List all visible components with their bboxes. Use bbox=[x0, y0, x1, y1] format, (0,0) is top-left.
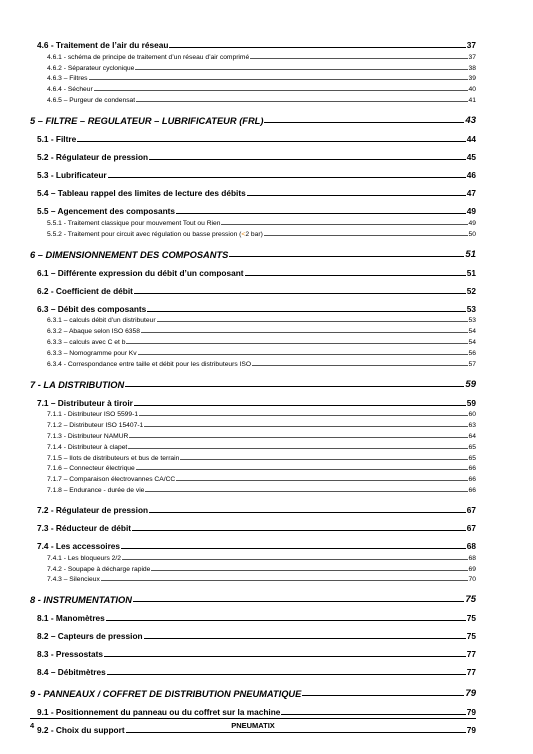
toc-leader-line bbox=[107, 674, 466, 675]
toc-section-entry[interactable] bbox=[30, 539, 476, 551]
toc-chapter-entry[interactable] bbox=[30, 111, 476, 126]
toc-leader-line bbox=[134, 293, 466, 294]
toc-chapter-entry[interactable] bbox=[30, 590, 476, 605]
toc-subsection-entry[interactable] bbox=[30, 72, 476, 83]
toc-leader-line bbox=[94, 90, 468, 91]
toc-page-number: 77 bbox=[466, 667, 476, 678]
toc-subsection-entry[interactable] bbox=[30, 551, 476, 562]
toc-leader-line bbox=[121, 548, 466, 549]
toc-leader-line bbox=[135, 69, 467, 70]
toc-section-entry[interactable] bbox=[30, 647, 476, 659]
toc-leader-line bbox=[126, 343, 467, 344]
toc-leader-line bbox=[245, 275, 466, 276]
toc-leader-line bbox=[101, 580, 468, 581]
toc-entry-title: 7.4.3 – Silencieux bbox=[47, 576, 100, 584]
toc-page-number: 79 bbox=[466, 725, 476, 736]
toc-page-number: 44 bbox=[466, 133, 476, 144]
toc-entry-title: 5.3 - Lubrificateur bbox=[37, 169, 107, 180]
toc-chapter-entry[interactable] bbox=[30, 684, 476, 699]
toc-leader-line bbox=[104, 656, 466, 657]
toc-leader-line bbox=[221, 224, 467, 225]
toc-leader-line bbox=[281, 714, 465, 715]
page-footer bbox=[30, 721, 476, 736]
toc-leader-line bbox=[132, 530, 466, 531]
toc-entry-title: 8.1 - Manomètres bbox=[37, 613, 105, 624]
toc-section-entry[interactable] bbox=[30, 38, 476, 50]
toc-entry-title: 7 - LA DISTRIBUTION bbox=[30, 379, 125, 390]
toc-leader-line bbox=[122, 559, 468, 560]
toc-entry-title: 5.4 – Tableau rappel des limites de lecture des débits bbox=[37, 187, 246, 198]
toc-subsection-entry[interactable] bbox=[30, 324, 476, 335]
toc-entry-title: 7.4 - Les accessoires bbox=[37, 540, 121, 551]
toc-chapter-entry[interactable] bbox=[30, 375, 476, 390]
toc-leader-line bbox=[134, 405, 466, 406]
toc-entry-title: 5.2 - Régulateur de pression bbox=[37, 151, 149, 162]
toc-page-number: 51 bbox=[465, 248, 476, 260]
toc-entry-title: 4.6.2 - Séparateur cyclonique bbox=[47, 64, 135, 72]
toc-entry-title: 7.1.8 – Endurance - durée de vie bbox=[47, 486, 145, 494]
toc-leader-line bbox=[144, 638, 466, 639]
toc-page-number: 67 bbox=[466, 504, 476, 515]
toc-entry-title: 7.3 - Réducteur de débit bbox=[37, 522, 132, 533]
footer-brand: PNEUMATIX bbox=[231, 721, 275, 730]
toc-page-number: 64 bbox=[468, 432, 476, 440]
toc-page-number: 40 bbox=[468, 86, 476, 94]
toc-page-number: 37 bbox=[466, 40, 476, 50]
toc-leader-line bbox=[149, 512, 466, 513]
toc-subsection-entry[interactable] bbox=[30, 216, 476, 227]
toc-subsection-entry[interactable] bbox=[30, 50, 476, 61]
footer-divider bbox=[30, 718, 476, 719]
toc-page-number: 51 bbox=[466, 267, 476, 278]
toc-entry-title: 4.6.5 – Purgeur de condensat bbox=[47, 96, 136, 104]
toc-section-entry[interactable] bbox=[30, 629, 476, 641]
toc-subsection-entry[interactable] bbox=[30, 408, 476, 419]
toc-entry-title: 5.5.1 - Traitement classique pour mouvement Tout ou Rien bbox=[47, 219, 221, 227]
toc-page-number: 56 bbox=[468, 349, 476, 357]
toc-section-entry[interactable] bbox=[30, 132, 476, 144]
toc-entry-title: 9 - PANNEAUX / COFFRET DE DISTRIBUTION PNEUMATIQUE bbox=[30, 689, 302, 700]
toc-page-number: 65 bbox=[468, 454, 476, 462]
toc-leader-line bbox=[264, 235, 468, 236]
toc-page-number: 67 bbox=[466, 522, 476, 533]
toc-entry-title: 6.3.1 – calculs débit d’un distributeur bbox=[47, 317, 156, 325]
toc-entry-title: 4.6.3 – Filtres bbox=[47, 75, 88, 83]
toc-section-entry[interactable] bbox=[30, 665, 476, 677]
toc-section-entry[interactable] bbox=[30, 168, 476, 180]
toc-page-number: 63 bbox=[468, 422, 476, 430]
toc-leader-line bbox=[229, 256, 464, 257]
toc-leader-line bbox=[250, 58, 467, 59]
toc-page-number: 68 bbox=[468, 554, 476, 562]
toc-section-entry[interactable] bbox=[30, 705, 476, 717]
toc-page-number: 41 bbox=[468, 96, 476, 104]
toc-entry-title: 6.3.2 – Abaque selon ISO 6358 bbox=[47, 328, 140, 336]
toc-page-number: 38 bbox=[468, 64, 476, 72]
toc-leader-line bbox=[106, 620, 466, 621]
toc-entry-title: 5.5.2 - Traitement pour circuit avec régulation ou basse pression ( bbox=[47, 230, 242, 238]
toc-page-number: 75 bbox=[465, 594, 476, 606]
toc-entry-title: 4.6.1 - schéma de principe de traitement d’un réseau d’air comprimé bbox=[47, 53, 250, 61]
toc-page-number: 66 bbox=[468, 486, 476, 494]
toc-page-number: 53 bbox=[468, 317, 476, 325]
toc-page-number: 79 bbox=[466, 707, 476, 718]
toc-entry-title: 9.2 - Choix du support bbox=[37, 725, 125, 736]
toc-section-entry[interactable] bbox=[30, 266, 476, 278]
toc-entry-title: 5.5 – Agencement des composants bbox=[37, 205, 176, 216]
toc-leader-line bbox=[147, 311, 465, 312]
toc-leader-line bbox=[176, 480, 467, 481]
toc-subsection-entry[interactable] bbox=[30, 335, 476, 346]
toc-page-number: 43 bbox=[465, 114, 476, 126]
toc-leader-line bbox=[252, 365, 467, 366]
toc-entry-title: 6.3.3 – Nomogramme pour Kv bbox=[47, 349, 137, 357]
toc-entry-title: 7.1.6 – Connecteur électrique bbox=[47, 465, 135, 473]
toc-leader-line bbox=[169, 47, 465, 48]
toc-subsection-entry[interactable] bbox=[30, 418, 476, 429]
toc-entry-title: 7.1.5 – Ilots de distributeurs et bus de terrain bbox=[47, 454, 180, 462]
toc-entry-title: 5 – FILTRE – REGULATEUR – LUBRIFICATEUR (FRL) bbox=[30, 115, 264, 126]
toc-page-number: 54 bbox=[468, 328, 476, 336]
toc-page-number: 77 bbox=[466, 649, 476, 660]
toc-leader-line bbox=[129, 437, 467, 438]
toc-leader-line bbox=[138, 354, 468, 355]
toc-leader-line bbox=[89, 79, 468, 80]
toc-page-number: 53 bbox=[466, 303, 476, 314]
toc-page-number: 65 bbox=[468, 443, 476, 451]
toc-page-number: 75 bbox=[466, 631, 476, 642]
toc-page-number: 49 bbox=[468, 219, 476, 227]
toc-entry-title: 5.1 - Filtre bbox=[37, 133, 77, 144]
toc-entry-title: 9.1 - Positionnement du panneau ou du coffret sur la machine bbox=[37, 707, 281, 718]
toc-subsection-entry[interactable] bbox=[30, 429, 476, 440]
toc-section-entry[interactable] bbox=[30, 302, 476, 314]
toc-leader-line bbox=[264, 122, 464, 123]
toc-entry-title: 6.3.4 - Correspondance entre taille et débit pour les distributeurs ISO bbox=[47, 360, 252, 368]
toc-entry-title: 7.1.7 – Comparaison électrovannes CA/CC bbox=[47, 476, 176, 484]
toc-page-number: 49 bbox=[466, 205, 476, 216]
toc-entry-title: 4.6 - Traitement de l’air du réseau bbox=[37, 40, 169, 50]
toc-leader-line bbox=[139, 415, 467, 416]
toc-leader-line bbox=[302, 695, 464, 696]
toc-subsection-entry[interactable] bbox=[30, 61, 476, 72]
toc-leader-line bbox=[176, 213, 466, 214]
toc-page-number: 59 bbox=[465, 378, 476, 390]
toc-leader-line bbox=[247, 195, 466, 196]
toc-leader-line bbox=[136, 101, 467, 102]
page-number: 4 bbox=[30, 721, 35, 730]
toc-entry-title: 6.3.3 – calculs avec C et b bbox=[47, 338, 126, 346]
toc-entry-title: 6 – DIMENSIONNEMENT DES COMPOSANTS bbox=[30, 249, 229, 260]
toc-subsection-entry[interactable] bbox=[30, 93, 476, 104]
toc-subsection-entry[interactable] bbox=[30, 573, 476, 584]
toc-page-number: 46 bbox=[466, 169, 476, 180]
toc-subsection-entry[interactable] bbox=[30, 82, 476, 93]
toc-subsection-entry[interactable] bbox=[30, 314, 476, 325]
toc-section-entry[interactable] bbox=[30, 284, 476, 296]
toc-subsection-entry[interactable] bbox=[30, 451, 476, 462]
toc-leader-line bbox=[108, 177, 466, 178]
toc-section-entry[interactable] bbox=[30, 503, 476, 515]
toc-entry-title: 7.2 - Régulateur de pression bbox=[37, 504, 149, 515]
toc-leader-line bbox=[144, 426, 467, 427]
toc-entry-title: 8.4 – Débitmètres bbox=[37, 667, 106, 678]
toc-page-number: 39 bbox=[468, 75, 476, 83]
toc-leader-line bbox=[151, 570, 467, 571]
toc-section-entry[interactable] bbox=[30, 396, 476, 408]
toc-page-number: 66 bbox=[468, 465, 476, 473]
toc-leader-line bbox=[77, 141, 466, 142]
toc-leader-line bbox=[141, 332, 468, 333]
toc-section-entry[interactable] bbox=[30, 150, 476, 162]
toc-leader-line bbox=[133, 601, 465, 602]
toc-entry-title: 7.1.1 - Distributeur ISO 5599-1 bbox=[47, 411, 139, 419]
toc-subsection-entry[interactable] bbox=[30, 483, 476, 494]
toc-subsection-entry[interactable] bbox=[30, 227, 476, 238]
toc-entry-highlight: < bbox=[241, 230, 246, 238]
toc-subsection-entry[interactable] bbox=[30, 562, 476, 573]
toc-entry-title: 6.1 – Différente expression du débit d’un composant bbox=[37, 267, 244, 278]
toc-page-number: 54 bbox=[468, 338, 476, 346]
toc-section-entry[interactable] bbox=[30, 204, 476, 216]
table-of-contents bbox=[30, 38, 476, 735]
toc-entry-title: 6.2 - Coefficient de débit bbox=[37, 285, 133, 296]
toc-subsection-entry[interactable] bbox=[30, 462, 476, 473]
toc-entry-title: 8.3 - Pressostats bbox=[37, 649, 103, 660]
toc-page-number: 59 bbox=[466, 397, 476, 408]
toc-leader-line bbox=[180, 459, 467, 460]
toc-page-number: 70 bbox=[468, 576, 476, 584]
toc-entry-title: 7.1.2 – Distributeur ISO 15407-1 bbox=[47, 422, 144, 430]
toc-page-number: 45 bbox=[466, 151, 476, 162]
toc-leader-line bbox=[157, 321, 468, 322]
toc-page-number: 69 bbox=[468, 565, 476, 573]
toc-page-number: 75 bbox=[466, 613, 476, 624]
toc-page-number: 68 bbox=[466, 540, 476, 551]
toc-subsection-entry[interactable] bbox=[30, 357, 476, 368]
toc-page-number: 60 bbox=[468, 411, 476, 419]
toc-entry-title: 7.1.3 - Distributeur NAMUR bbox=[47, 432, 129, 440]
toc-entry-title: 8 - INSTRUMENTATION bbox=[30, 595, 132, 606]
toc-leader-line bbox=[125, 386, 464, 387]
toc-entry-title: 6.3 – Débit des composants bbox=[37, 303, 147, 314]
toc-leader-line bbox=[136, 469, 468, 470]
toc-page-number: 50 bbox=[468, 230, 476, 238]
toc-entry-title: 7.4.2 - Soupape à décharge rapide bbox=[47, 565, 151, 573]
toc-page-number: 52 bbox=[466, 285, 476, 296]
toc-entry-title: 8.2 – Capteurs de pression bbox=[37, 631, 143, 642]
toc-leader-line bbox=[145, 491, 467, 492]
toc-entry-title: 7.1 – Distributeur à tiroir bbox=[37, 397, 133, 408]
toc-section-entry[interactable] bbox=[30, 611, 476, 623]
toc-page-number: 47 bbox=[466, 187, 476, 198]
toc-page-number: 57 bbox=[468, 360, 476, 368]
toc-page-number: 79 bbox=[465, 688, 476, 700]
toc-section-entry[interactable] bbox=[30, 521, 476, 533]
toc-entry-title: 7.1.4 - Distributeur à clapet bbox=[47, 443, 128, 451]
toc-leader-line bbox=[128, 448, 467, 449]
toc-page-number: 66 bbox=[468, 476, 476, 484]
toc-leader-line bbox=[149, 159, 466, 160]
toc-chapter-entry[interactable] bbox=[30, 245, 476, 260]
toc-page-number: 37 bbox=[468, 53, 476, 61]
toc-entry-title: 4.6.4 - Sécheur bbox=[47, 86, 93, 94]
toc-subsection-entry[interactable] bbox=[30, 346, 476, 357]
toc-subsection-entry[interactable] bbox=[30, 472, 476, 483]
toc-entry-title-suffix: 2 bar) bbox=[245, 230, 263, 238]
toc-entry-title: 7.4.1 - Les bloqueurs 2/2 bbox=[47, 554, 121, 562]
toc-subsection-entry[interactable] bbox=[30, 440, 476, 451]
toc-section-entry[interactable] bbox=[30, 186, 476, 198]
